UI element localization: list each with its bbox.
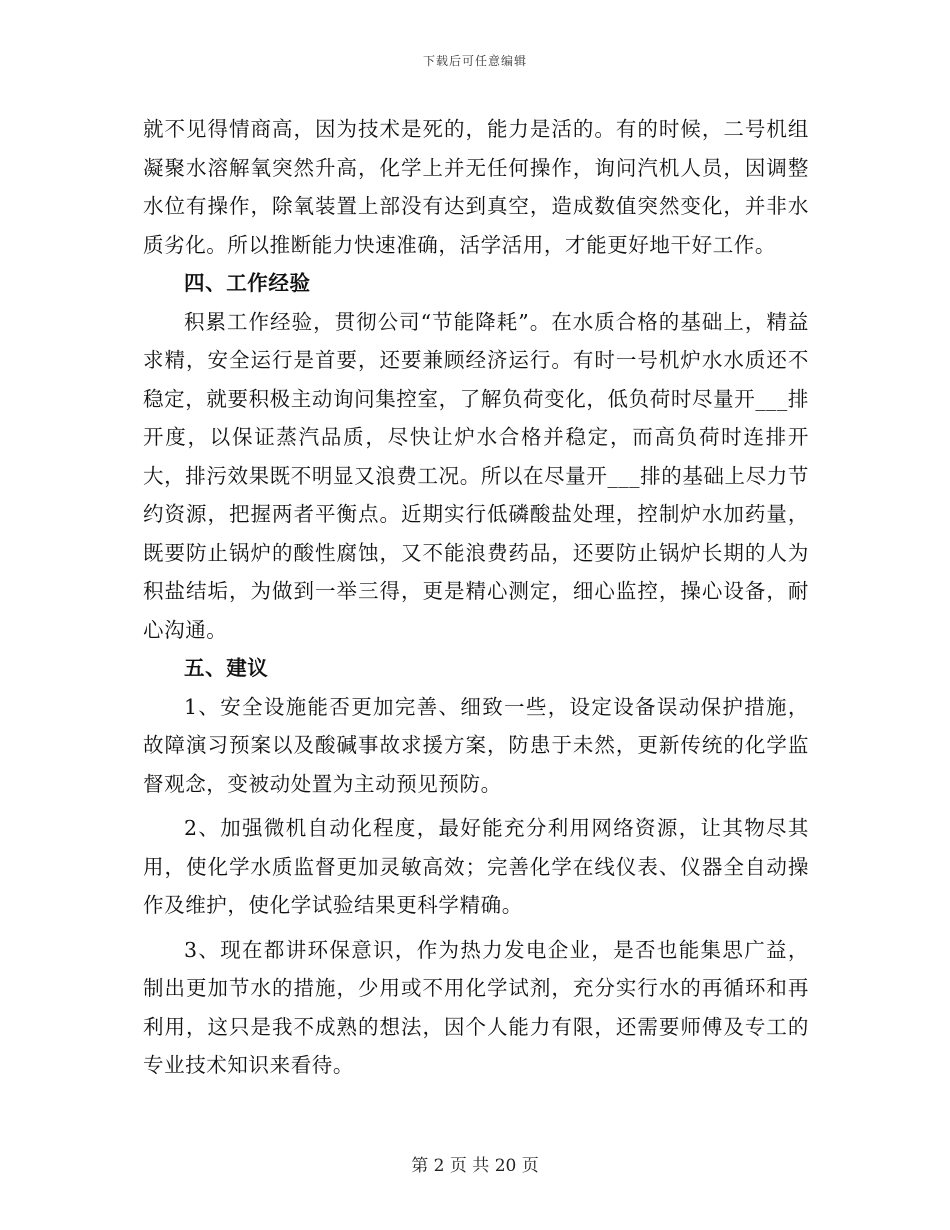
section-heading-suggestions: 五、建议	[184, 656, 269, 680]
document-body	[143, 110, 809, 1085]
suggestion-item-1: 1、安全设施能否更加完善、细致一些，设定设备误动保护措施，故障演习预案以及酸碱事故求援方案，防患于未然，更新传统的化学监督观念，变被动处置为主动预见预防。	[143, 694, 809, 796]
page-header: 下载后可任意编辑	[422, 54, 527, 68]
suggestion-item-3: 3、现在都讲环保意识，作为热力发电企业，是否也能集思广益，制出更加节水的措施，少用或不用化学试剂，充分实行水的再循环和再利用，这只是我不成熟的想法，因个人能力有限，还需要师傅及专工的专业技术知识来看待。	[143, 937, 809, 1077]
paragraph-continuation: 就不见得情商高，因为技术是死的，能力是活的。有的时候，二号机组凝聚水溶解氧突然升高，化学上并无任何操作，询问汽机人员，因调整水位有操作，除氧装置上部没有达到真空，造成数值突然变化，并非水质劣化。所以推断能力快速准确，活学活用，才能更好地干好工作。	[143, 117, 809, 257]
section-heading-work-experience: 四、工作经验	[184, 271, 311, 295]
page-number: 第 2 页 共 20 页	[411, 1156, 539, 1176]
suggestion-item-2: 2、加强微机自动化程度，最好能充分利用网络资源，让其物尽其用，使化学水质监督更加灵敏高效；完善化学在线仪表、仪器全自动操作及维护，使化学试验结果更科学精确。	[143, 816, 809, 917]
paragraph-work-experience: 积累工作经验，贯彻公司“节能降耗”。在水质合格的基础上，精益求精，安全运行是首要，还要兼顾经济运行。有时一号机炉水水质还不稳定，就要积极主动询问集控室，了解负荷变化，低负荷时尽量开___排开度，以保证蒸汽品质，尽快让炉水合格并稳定，而高负荷时连排开大，排污效果既不明显又浪费工况。所以在尽量开___排的基础上尽力节约资源，把握两者平衡点。近期实行低磷酸盐处理，控制炉水加药量，既要防止锅炉的酸性腐蚀，又不能浪费药品，还要防止锅炉长期的人为积盐结垢，为做到一举三得，更是精心测定，细心监控，操心设备，耐心沟通。	[143, 309, 809, 642]
